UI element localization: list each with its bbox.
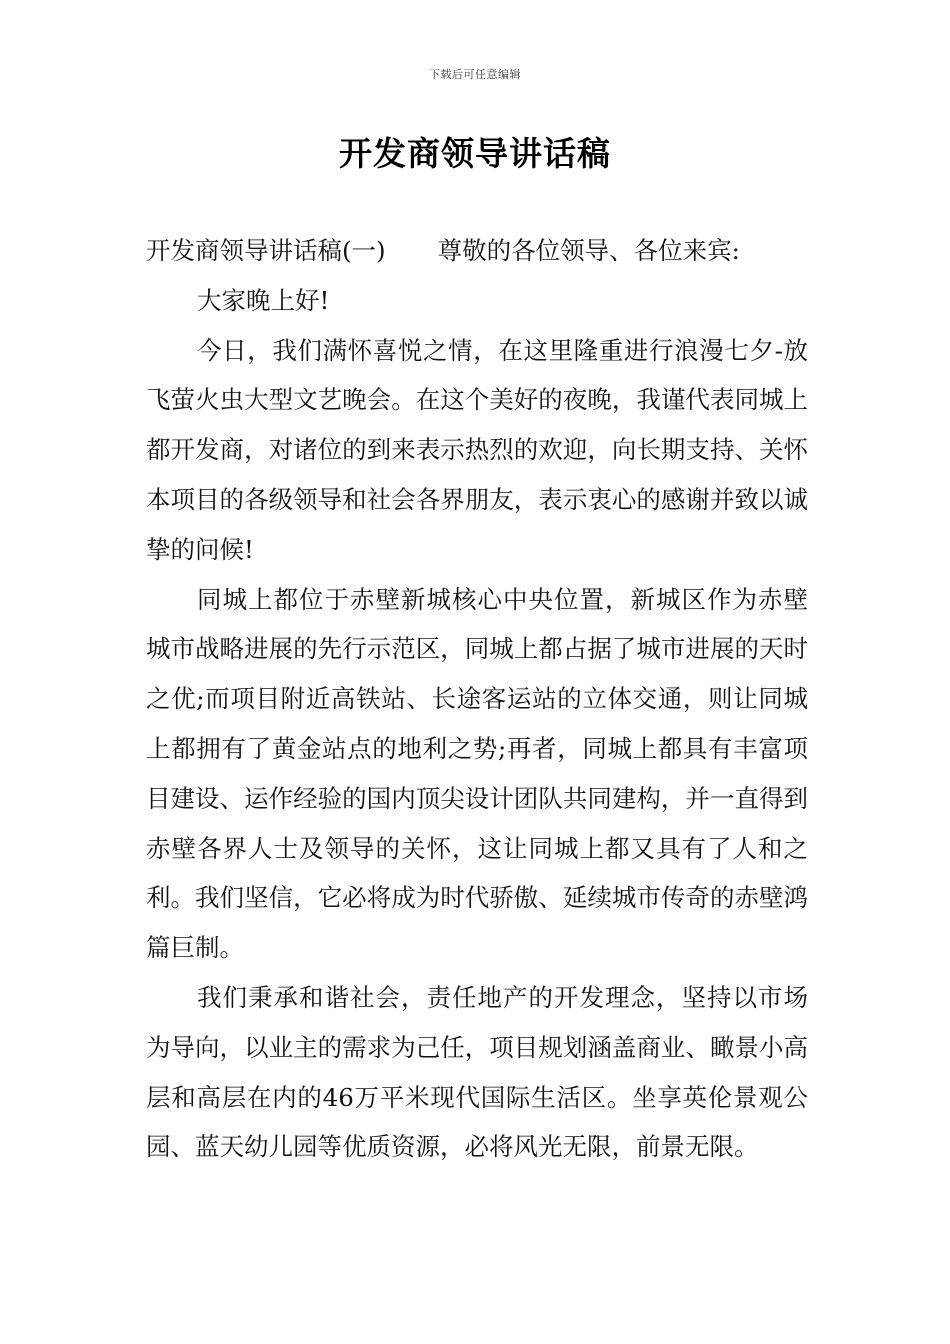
paragraph-location: 同城上都位于赤壁新城核心中央位置，新城区作为赤壁城市战略进展的先行示范区，同城上都占据了城市进展的天时之优;而项目附近高铁站、长途客运站的立体交通，则让同城上都拥有了黄金站点的地利之势;再者，同城上都具有丰富项目建设、运作经验的国内顶尖设计团队共同建构，并一直得到赤壁各界人士及领导的关怀，这让同城上都又具有了人和之利。我们坚信，它必将成为时代骄傲、延续城市传奇的赤壁鸿篇巨制。 [146,584,808,963]
document-body [146,226,808,1172]
paragraph-greeting: 大家晚上好! [197,285,330,315]
document-subtitle: 开发商领导讲话稿(一) [146,236,386,265]
header-note: 下载后可任意编辑 [429,68,521,81]
document-title: 开发商领导讲话稿 [339,134,611,173]
paragraph-welcome: 今日，我们满怀喜悦之情，在这里隆重进行浪漫七夕-放飞萤火虫大型文艺晚会。在这个美好的夜晚，我谨代表同城上都开发商，对诸位的到来表示热烈的欢迎，向长期支持、关怀本项目的各级领导和社会各界朋友，表示衷心的感谢并致以诚挚的问候! [146,335,808,564]
paragraph-philosophy: 我们秉承和谐社会，责任地产的开发理念，坚持以市场为导向，以业主的需求为己任，项目规划涵盖商业、瞰景小高层和高层在内的46万平米现代国际生活区。坐享英伦景观公园、蓝天幼儿园等优质资源，必将风光无限，前景无限。 [146,982,808,1162]
salutation: 尊敬的各位领导、各位来宾: [437,236,740,265]
opening-line [146,226,808,276]
